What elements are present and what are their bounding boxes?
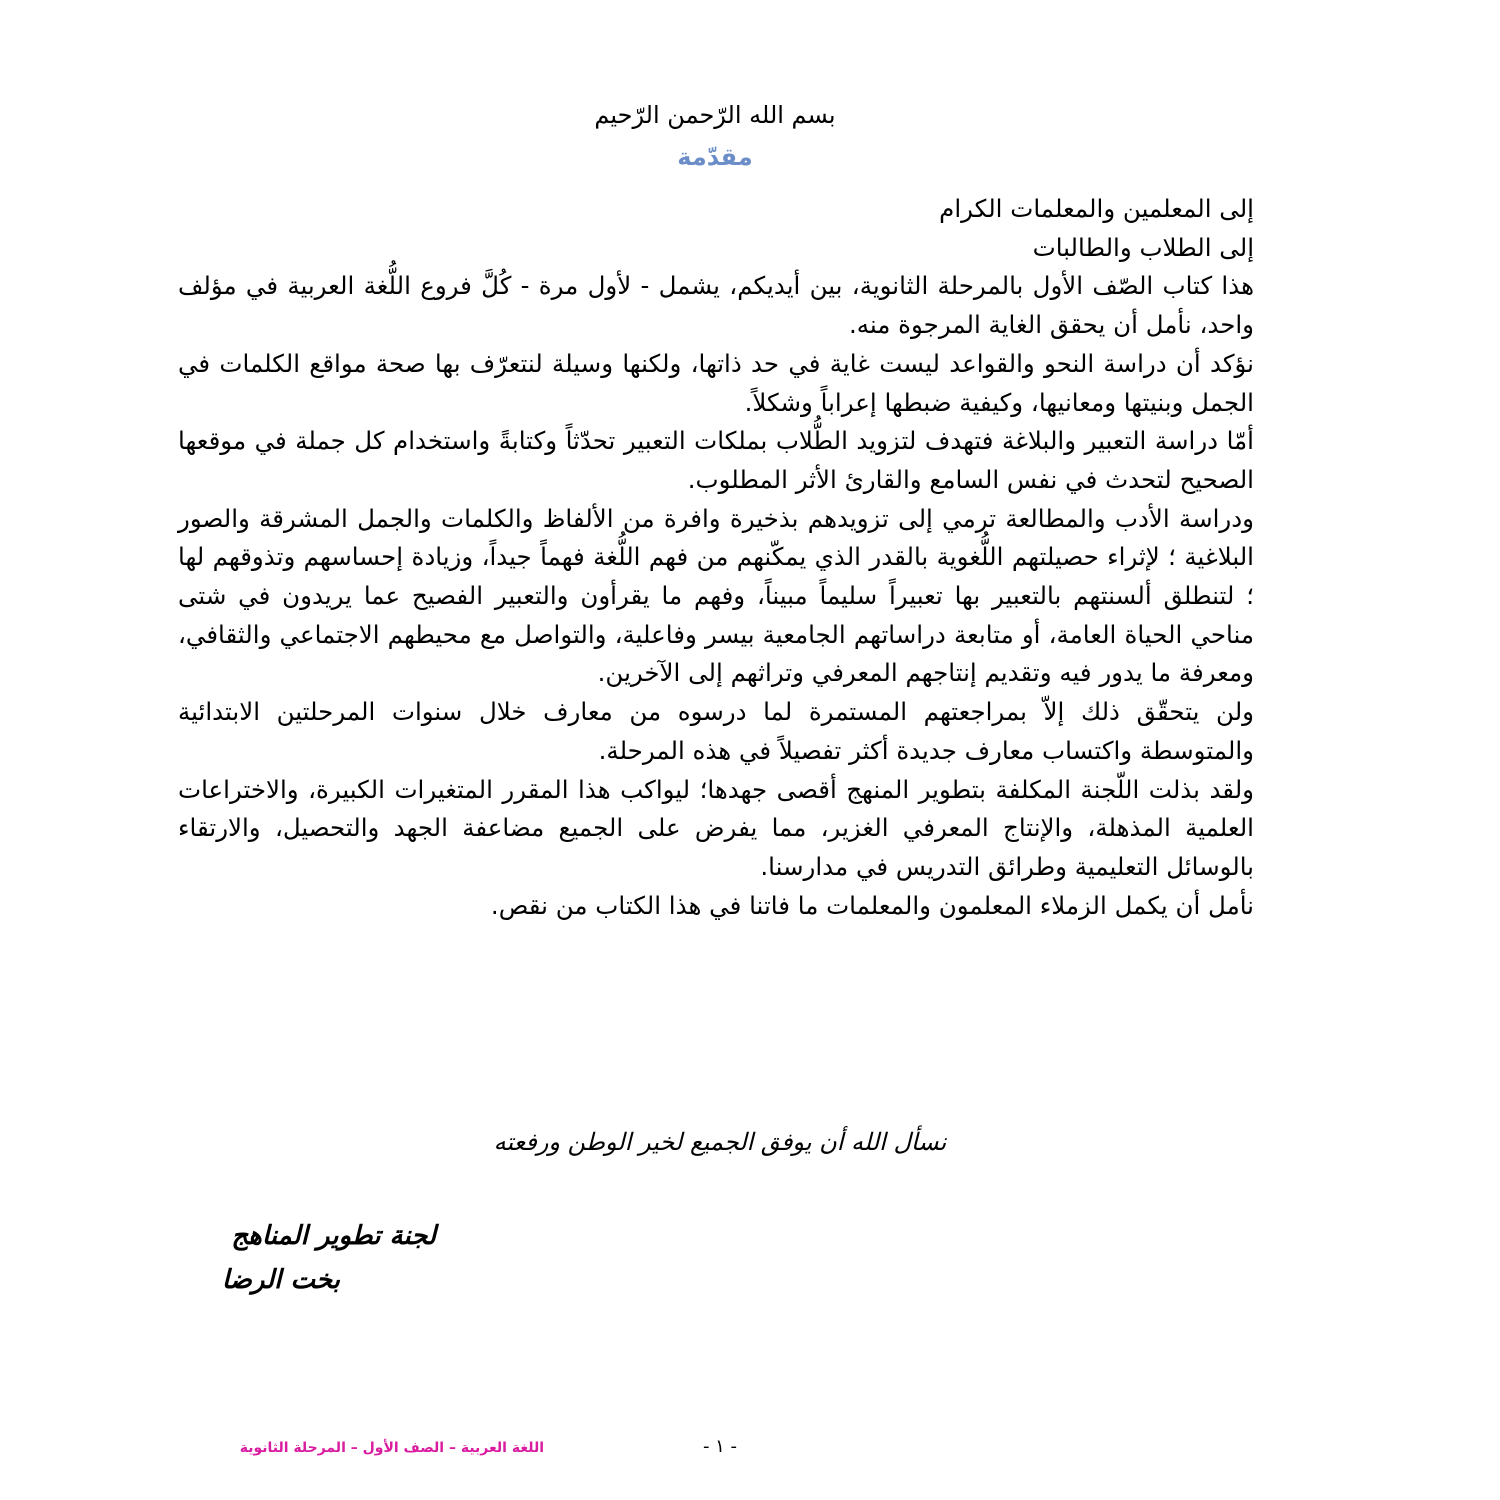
page-title: مقدّمة (677, 143, 753, 171)
signature-committee: لجنة تطوير المناهج (231, 1221, 436, 1251)
paragraph-teachers-greeting: إلى المعلمين والمعلمات الكرام (939, 194, 1254, 223)
introduction-body (178, 190, 1254, 925)
paragraph-book-intro: هذا كتاب الصّف الأول بالمرحلة الثانوية، بين أيديكم، يشمل - لأول مرة - كُلَّ فروع اللُّغة العربية في مؤلف واحد، نأمل أن يحقق الغاية المرجوة منه. (178, 271, 1254, 340)
paragraph-students-greeting: إلى الطلاب والطالبات (1032, 232, 1254, 262)
paragraph-review: ولن يتحقّق ذلك إلاّ بمراجعتهم المستمرة لما درسوه من معارف خلال سنوات المرحلتين الابتدائية والمتوسطة واكتساب معارف جديدة أكثر تفصيلاً في هذه المرحلة. (178, 697, 1254, 765)
page-number: - ١ - (702, 1436, 738, 1457)
signature-block (176, 1214, 436, 1302)
closing-prayer: نسأل الله أن يوفق الجميع لخير الوطن ورفعته (493, 1128, 947, 1156)
paragraph-literature: ودراسة الأدب والمطالعة ترمي إلى تزويدهم بذخيرة وافرة من الألفاظ والكلمات والجمل المشرقة والصور البلاغية ؛ لإثراء حصيلتهم اللُّغوية بالقدر الذي يمكّنهم من فهم اللُّغة فهماً جيداً، وزيادة إحساسهم وتذوقهم لها ؛ لتنطلق ألسنتهم بالتعبير بها تعبيراً سليماً مبيناً، وفهم ما يقرأون والتعبير الفصيح عما يريدون في شتى مناحي الحياة العامة، أو متابعة دراساتهم الجامعية بيسر وفاعلية، والتواصل مع محيطهم الاجتماعي والثقافي، ومعرفة ما يدور فيه وتقديم إنتاجهم المعرفي وتراثهم إلى الآخرين. (178, 503, 1254, 688)
paragraph-grammar: نؤكد أن دراسة النحو والقواعد ليست غاية في حد ذاتها، ولكنها وسيلة لنتعرّف بها صحة مواقع الكلمات في الجمل وبنيتها ومعانيها، وكيفية ضبطها إعراباً وشكلاً. (178, 348, 1254, 417)
paragraph-expression: أمّا دراسة التعبير والبلاغة فتهدف لتزويد الطُّلاب بملكات التعبير تحدّثاً وكتابةً واستخدام كل جملة في موقعها الصحيح لتحدث في نفس السامع والقارئ الأثر المطلوب. (178, 426, 1254, 494)
basmala: بسم الله الرّحمن الرّحيم (594, 101, 836, 129)
signature-place: بخت الرضا (221, 1265, 340, 1295)
footer-book-title: اللغة العربية – الصف الأول – المرحلة الثانوية (239, 1440, 544, 1456)
paragraph-closing-hope: نأمل أن يكمل الزملاء المعلمون والمعلمات ما فاتنا في هذا الكتاب من نقص. (490, 890, 1254, 920)
paragraph-committee-effort: ولقد بذلت اللّجنة المكلفة بتطوير المنهج أقصى جهدها؛ ليواكب هذا المقرر المتغيرات الكبيرة، والاختراعات العلمية المذهلة، والإنتاج المعرفي الغزير، مما يفرض على الجميع مضاعفة الجهد والتحصيل، والارتقاء بالوسائل التعليمية وطرائق التدريس في مدارسنا. (178, 774, 1254, 881)
